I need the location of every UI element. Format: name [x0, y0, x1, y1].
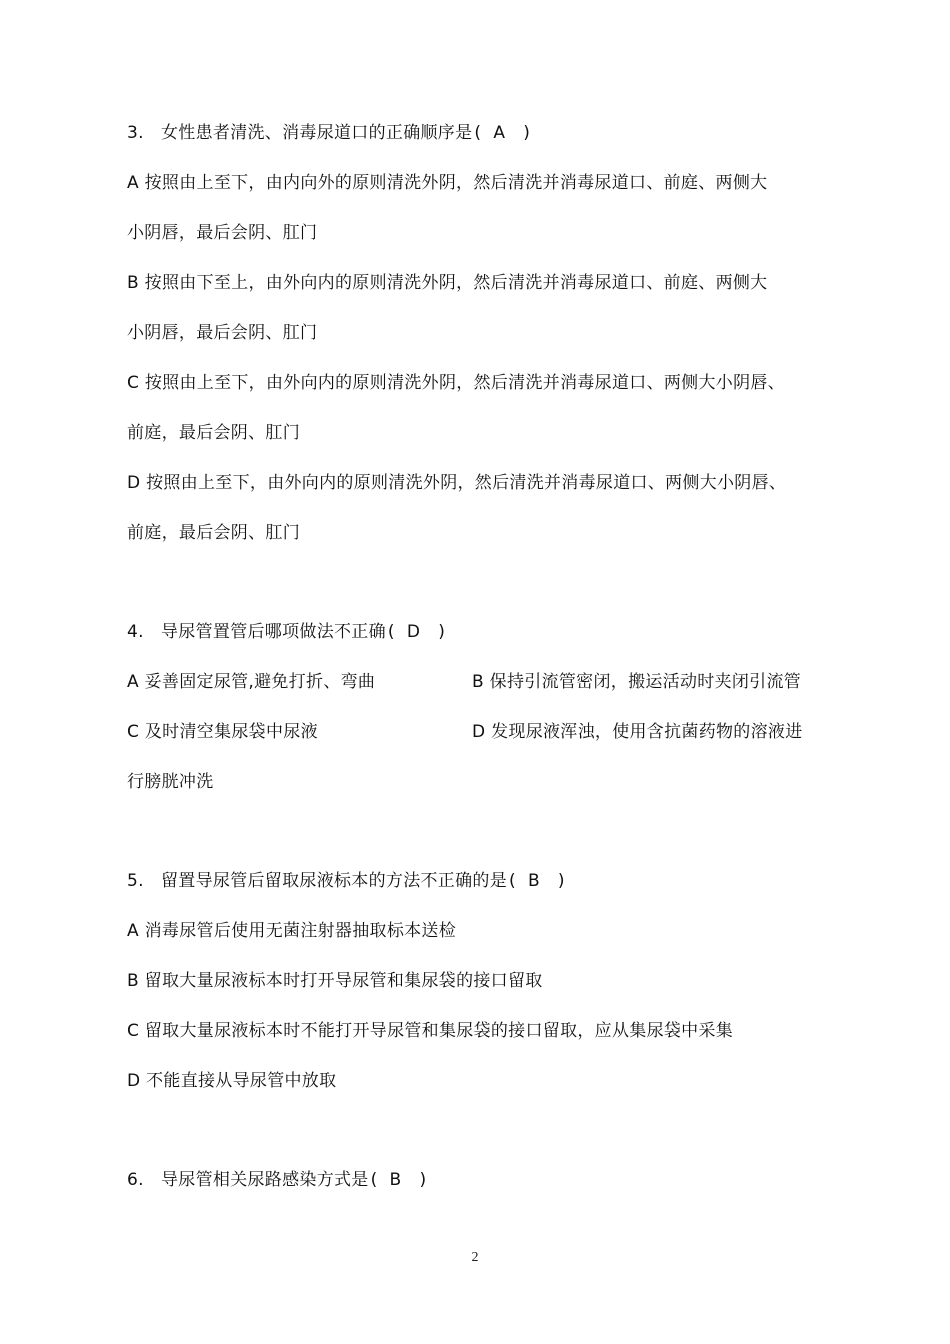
option-line: C 留取大量尿液标本时不能打开导尿管和集尿袋的接口留取，应从集尿袋中采集 — [127, 1021, 734, 1041]
question-text: 留置导尿管后留取尿液标本的方法不正确的是 — [161, 871, 507, 891]
answer-letter: A — [493, 123, 506, 143]
open-paren: ( — [387, 622, 395, 642]
option-line: D 按照由上至下，由外向内的原则清洗外阴，然后清洗并消毒尿道口、两侧大小阴唇、 — [127, 473, 787, 493]
option-line: 前庭，最后会阴、肛门 — [127, 523, 300, 543]
option-line: 前庭，最后会阴、肛门 — [127, 423, 300, 443]
question-number: 5. — [127, 871, 144, 891]
page-number: 2 — [471, 1250, 479, 1265]
question-text: 女性患者清洗、消毒尿道口的正确顺序是 — [161, 123, 473, 143]
close-paren: ) — [438, 622, 446, 642]
option-line: B 按照由下至上，由外向内的原则清洗外阴，然后清洗并消毒尿道口、前庭、两侧大 — [127, 273, 768, 293]
option-line: 小阴唇，最后会阴、肛门 — [127, 323, 318, 343]
option-c: C 及时清空集尿袋中尿液 — [127, 722, 318, 742]
open-paren: ( — [474, 123, 482, 143]
question-6-stem — [127, 1168, 426, 1192]
question-5-stem — [127, 869, 565, 893]
open-paren: ( — [509, 871, 516, 891]
option-b: B 保持引流管密闭，搬运活动时夹闭引流管 — [472, 672, 802, 692]
option-line: 小阴唇，最后会阴、肛门 — [127, 223, 318, 243]
option-line: C 按照由上至下，由外向内的原则清洗外阴，然后清洗并消毒尿道口、两侧大小阴唇、 — [127, 373, 785, 393]
question-text: 导尿管置管后哪项做法不正确 — [161, 622, 386, 642]
question-number: 4. — [127, 622, 144, 642]
answer-letter: D — [406, 622, 421, 642]
question-number: 3. — [127, 123, 144, 143]
option-a: A 妥善固定尿管,避免打折、弯曲 — [127, 672, 376, 692]
answer-letter: B — [527, 871, 540, 891]
close-paren: ) — [523, 123, 531, 143]
close-paren: ) — [419, 1170, 427, 1190]
answer-letter: B — [389, 1170, 402, 1190]
open-paren: ( — [370, 1170, 378, 1190]
option-line: A 按照由上至下，由内向外的原则清洗外阴，然后清洗并消毒尿道口、前庭、两侧大 — [127, 173, 768, 193]
question-3-stem — [127, 121, 530, 145]
option-d-continued: 行膀胱冲洗 — [127, 772, 214, 792]
close-paren: ) — [557, 871, 565, 891]
question-4-stem — [127, 620, 445, 644]
option-line: D 不能直接从导尿管中放取 — [127, 1071, 337, 1091]
question-text: 导尿管相关尿路感染方式是 — [161, 1170, 369, 1190]
question-number: 6. — [127, 1170, 144, 1190]
option-d: D 发现尿液浑浊，使用含抗菌药物的溶液进 — [472, 722, 803, 742]
option-line: A 消毒尿管后使用无菌注射器抽取标本送检 — [127, 921, 457, 941]
option-line: B 留取大量尿液标本时打开导尿管和集尿袋的接口留取 — [127, 971, 543, 991]
